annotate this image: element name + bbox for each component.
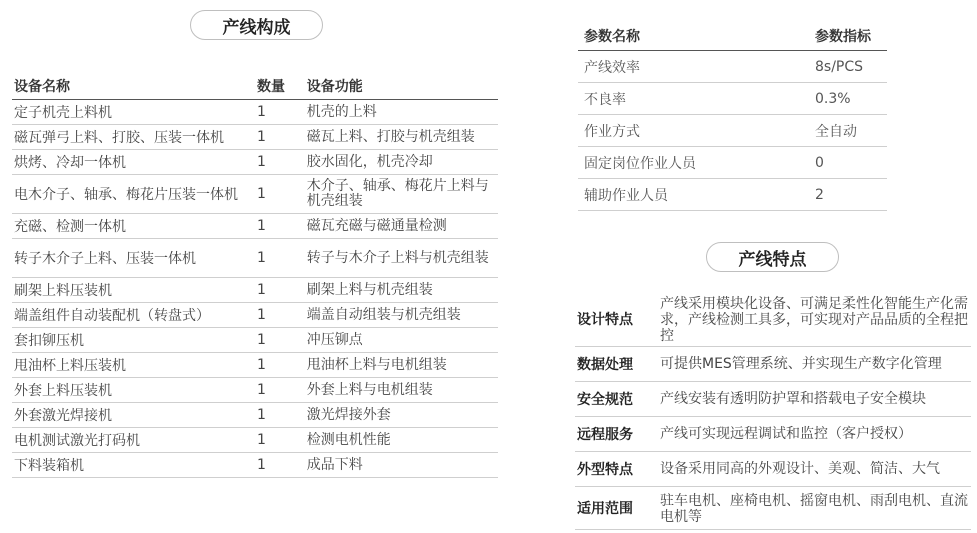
feature-value: 产线采用模块化设备、可满足柔性化智能生产化需求，产线检测工具多，可实现对产品品质的全程把控 xyxy=(660,292,971,347)
param-value-cell: 8s/PCS xyxy=(809,51,887,83)
equipment-qty-cell: 1 xyxy=(253,100,305,125)
table-row xyxy=(12,378,498,403)
equipment-function-cell: 磁瓦上料、打胶与机壳组装 xyxy=(305,125,498,150)
param-value-cell: 0 xyxy=(809,147,887,179)
table-row xyxy=(12,278,498,303)
equipment-name-cell: 端盖组件自动装配机（转盘式） xyxy=(12,303,253,328)
feature-value: 产线安装有透明防护罩和搭载电子安全模块 xyxy=(660,382,971,417)
equipment-name-cell: 刷架上料压装机 xyxy=(12,278,253,303)
list-item xyxy=(575,452,971,487)
equipment-qty-cell: 1 xyxy=(253,239,305,278)
equipment-function-cell: 成品下料 xyxy=(305,453,498,478)
equipment-qty-cell: 1 xyxy=(253,428,305,453)
table-row xyxy=(578,115,887,147)
equipment-name-cell: 充磁、检测一体机 xyxy=(12,214,253,239)
features-table xyxy=(575,292,971,530)
feature-key: 远程服务 xyxy=(575,417,660,452)
equipment-qty-cell: 1 xyxy=(253,214,305,239)
list-item xyxy=(575,382,971,417)
feature-key: 设计特点 xyxy=(575,292,660,347)
col-header-function: 设备功能 xyxy=(305,73,498,100)
equipment-name-cell: 套扣铆压机 xyxy=(12,328,253,353)
table-row xyxy=(12,403,498,428)
list-item xyxy=(575,417,971,452)
table-row xyxy=(578,51,887,83)
equipment-name-cell: 甩油杯上料压装机 xyxy=(12,353,253,378)
equipment-name-cell: 电木介子、轴承、梅花片压装一体机 xyxy=(12,175,253,214)
equipment-name-cell: 电机测试激光打码机 xyxy=(12,428,253,453)
equipment-function-cell: 甩油杯上料与电机组装 xyxy=(305,353,498,378)
table-row xyxy=(578,83,887,115)
feature-key: 适用范围 xyxy=(575,487,660,530)
feature-key: 安全规范 xyxy=(575,382,660,417)
equipment-qty-cell: 1 xyxy=(253,403,305,428)
equipment-name-cell: 烘烤、冷却一体机 xyxy=(12,150,253,175)
equipment-table xyxy=(12,73,498,478)
list-item xyxy=(575,487,971,530)
table-row xyxy=(12,328,498,353)
equipment-function-cell: 端盖自动组装与机壳组装 xyxy=(305,303,498,328)
equipment-qty-cell: 1 xyxy=(253,175,305,214)
table-row xyxy=(12,453,498,478)
equipment-function-cell: 检测电机性能 xyxy=(305,428,498,453)
params-header-row xyxy=(578,22,887,51)
equipment-name-cell: 外套上料压装机 xyxy=(12,378,253,403)
equipment-function-cell: 机壳的上料 xyxy=(305,100,498,125)
feature-key: 外型特点 xyxy=(575,452,660,487)
param-value-cell: 2 xyxy=(809,179,887,211)
equipment-name-cell: 定子机壳上料机 xyxy=(12,100,253,125)
equipment-function-cell: 外套上料与电机组装 xyxy=(305,378,498,403)
equipment-function-cell: 胶水固化，机壳冷却 xyxy=(305,150,498,175)
param-value-cell: 全自动 xyxy=(809,115,887,147)
col-header-param-name: 参数名称 xyxy=(578,22,809,51)
param-value-cell: 0.3% xyxy=(809,83,887,115)
equipment-function-cell: 刷架上料与机壳组装 xyxy=(305,278,498,303)
equipment-header-row xyxy=(12,73,498,100)
equipment-qty-cell: 1 xyxy=(253,353,305,378)
param-name-cell: 辅助作业人员 xyxy=(578,179,809,211)
param-name-cell: 产线效率 xyxy=(578,51,809,83)
feature-value: 可提供MES管理系统、并实现生产数字化管理 xyxy=(660,347,971,382)
equipment-qty-cell: 1 xyxy=(253,453,305,478)
equipment-function-cell: 磁瓦充磁与磁通量检测 xyxy=(305,214,498,239)
equipment-qty-cell: 1 xyxy=(253,150,305,175)
param-name-cell: 不良率 xyxy=(578,83,809,115)
table-row xyxy=(12,214,498,239)
equipment-name-cell: 下料装箱机 xyxy=(12,453,253,478)
params-body xyxy=(578,51,887,211)
col-header-param-value: 参数指标 xyxy=(809,22,887,51)
composition-title: 产线构成 xyxy=(190,10,323,40)
param-name-cell: 固定岗位作业人员 xyxy=(578,147,809,179)
equipment-qty-cell: 1 xyxy=(253,125,305,150)
equipment-function-cell: 冲压铆点 xyxy=(305,328,498,353)
col-header-qty: 数量 xyxy=(253,73,305,100)
table-row xyxy=(12,175,498,214)
list-item xyxy=(575,292,971,347)
table-row xyxy=(12,125,498,150)
feature-key: 数据处理 xyxy=(575,347,660,382)
features-body xyxy=(575,292,971,530)
table-row xyxy=(578,179,887,211)
equipment-qty-cell: 1 xyxy=(253,378,305,403)
features-title: 产线特点 xyxy=(706,242,839,272)
feature-value: 设备采用同高的外观设计、美观、简洁、大气 xyxy=(660,452,971,487)
equipment-body xyxy=(12,100,498,478)
param-name-cell: 作业方式 xyxy=(578,115,809,147)
col-header-name: 设备名称 xyxy=(12,73,253,100)
equipment-function-cell: 激光焊接外套 xyxy=(305,403,498,428)
equipment-qty-cell: 1 xyxy=(253,328,305,353)
list-item xyxy=(575,347,971,382)
equipment-qty-cell: 1 xyxy=(253,303,305,328)
table-row xyxy=(12,239,498,278)
table-row xyxy=(12,303,498,328)
equipment-function-cell: 木介子、轴承、梅花片上料与机壳组装 xyxy=(305,175,498,214)
table-row xyxy=(12,150,498,175)
feature-value: 驻车电机、座椅电机、摇窗电机、雨刮电机、直流电机等 xyxy=(660,487,971,530)
table-row xyxy=(12,100,498,125)
equipment-name-cell: 转子木介子上料、压装一体机 xyxy=(12,239,253,278)
params-table xyxy=(578,22,887,211)
table-row xyxy=(12,353,498,378)
feature-value: 产线可实现远程调试和监控（客户授权） xyxy=(660,417,971,452)
equipment-function-cell: 转子与木介子上料与机壳组装 xyxy=(305,239,498,278)
table-row xyxy=(12,428,498,453)
table-row xyxy=(578,147,887,179)
equipment-qty-cell: 1 xyxy=(253,278,305,303)
equipment-name-cell: 外套激光焊接机 xyxy=(12,403,253,428)
equipment-name-cell: 磁瓦弹弓上料、打胶、压装一体机 xyxy=(12,125,253,150)
